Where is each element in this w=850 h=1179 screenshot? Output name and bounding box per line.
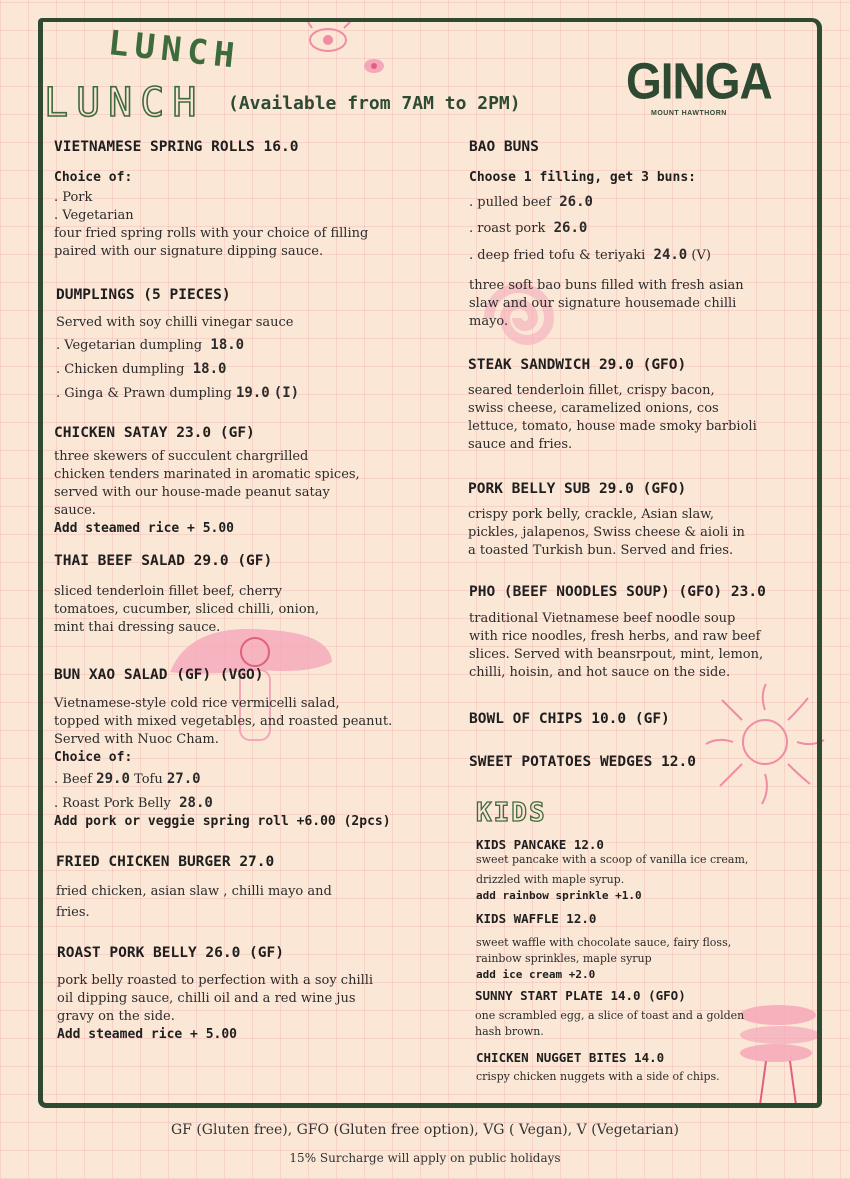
sunny-start-desc: hash brown. xyxy=(475,1025,544,1038)
thai-beef-desc: mint thai dressing sauce. xyxy=(54,620,221,635)
bao-item: . deep fried tofu & teriyaki 24.0 (V) xyxy=(469,247,711,263)
pork-sub-desc: a toasted Turkish bun. Served and fries. xyxy=(468,543,734,558)
bao-buns-section xyxy=(469,139,744,331)
dumpling-item: . Chicken dumpling 18.0 xyxy=(56,361,227,377)
lunch-outline-title: LUNCH xyxy=(44,80,205,126)
bao-choose: Choose 1 filling, get 3 buns: xyxy=(469,170,696,185)
spring-rolls-choice: Choice of: xyxy=(54,170,133,185)
bao-item: . roast pork 26.0 xyxy=(469,220,588,236)
bun-xao-option: . Roast Pork Belly 28.0 xyxy=(54,795,213,811)
kids-title: KIDS xyxy=(476,798,547,828)
bun-xao-section xyxy=(54,667,392,831)
bao-desc: three soft bao buns filled with fresh asian xyxy=(469,278,744,293)
nugget-desc: crispy chicken nuggets with a side of chips. xyxy=(476,1070,720,1083)
kids-pancake-section xyxy=(476,837,748,903)
dumplings-section xyxy=(56,287,299,403)
kids-waffle-addon: add ice cream +2.0 xyxy=(476,968,596,981)
spring-rolls-desc: paired with our signature dipping sauce. xyxy=(54,244,324,259)
spring-rolls-desc: four fried spring rolls with your choice of filling xyxy=(54,226,369,241)
roast-pork-title: ROAST PORK BELLY 26.0 (GF) xyxy=(57,945,284,961)
pork-sub-title: PORK BELLY SUB 29.0 (GFO) xyxy=(468,481,687,497)
chicken-satay-section xyxy=(54,425,360,538)
kids-waffle-desc: rainbow sprinkles, maple syrup xyxy=(476,952,652,965)
bun-xao-option: . Beef 29.0 Tofu 27.0 xyxy=(54,771,201,787)
spring-rolls-option: . Pork xyxy=(54,190,93,205)
pho-desc: chilli, hoisin, and hot sauce on the side. xyxy=(469,665,731,680)
logo-location: MOUNT HAWTHORN xyxy=(651,110,727,117)
bun-xao-desc: topped with mixed vegetables, and roasted peanut. xyxy=(54,714,393,729)
pork-sub-desc: crispy pork belly, crackle, Asian slaw, xyxy=(468,507,714,522)
dumplings-title: DUMPLINGS (5 PIECES) xyxy=(56,287,231,303)
roast-pork-addon: Add steamed rice + 5.00 xyxy=(57,1027,238,1042)
nugget-section xyxy=(476,1050,720,1085)
dumplings-desc: Served with soy chilli vinegar sauce xyxy=(56,315,294,330)
surcharge-note: 15% Surcharge will apply on public holidays xyxy=(289,1151,561,1165)
chicken-burger-title: FRIED CHICKEN BURGER 27.0 xyxy=(56,854,275,870)
roast-pork-desc: oil dipping sauce, chilli oil and a red wine jus xyxy=(57,991,356,1006)
bao-buns-title: BAO BUNS xyxy=(469,139,539,155)
availability-text: (Available from 7AM to 2PM) xyxy=(228,93,521,114)
chicken-burger-desc: fries. xyxy=(56,905,90,920)
sunny-start-title: SUNNY START PLATE 14.0 (GFO) xyxy=(475,988,686,1003)
pho-desc: slices. Served with beansrpout, mint, lemon, xyxy=(469,647,764,662)
satay-desc: three skewers of succulent chargrilled xyxy=(54,449,309,464)
thai-beef-desc: sliced tenderloin fillet beef, cherry xyxy=(54,584,283,599)
chips-title: BOWL OF CHIPS 10.0 (GF) xyxy=(469,711,670,727)
kids-pancake-desc: sweet pancake with a scoop of vanilla ice cream, xyxy=(476,853,749,866)
spring-rolls-option: . Vegetarian xyxy=(54,208,134,223)
bao-desc: mayo. xyxy=(469,314,509,329)
dumpling-item: . Vegetarian dumpling 18.0 xyxy=(56,337,245,353)
steak-desc: sauce and fries. xyxy=(468,437,573,452)
ginga-logo: GINGA xyxy=(626,52,772,110)
thai-beef-title: THAI BEEF SALAD 29.0 (GF) xyxy=(54,553,273,569)
steak-sandwich-title: STEAK SANDWICH 29.0 (GFO) xyxy=(468,357,687,373)
bun-xao-choice: Choice of: xyxy=(54,750,133,765)
thai-beef-salad-section xyxy=(54,553,319,637)
kids-waffle-desc: sweet waffle with chocolate sauce, fairy floss, xyxy=(476,936,732,949)
pho-section xyxy=(469,584,766,682)
lunch-handwritten-title: LUNCH xyxy=(106,23,243,77)
pho-desc: with rice noodles, fresh herbs, and raw beef xyxy=(469,629,761,644)
dietary-legend: GF (Gluten free), GFO (Gluten free option), VG ( Vegan), V (Vegetarian) xyxy=(170,1122,679,1138)
satay-desc: sauce. xyxy=(54,503,96,518)
steak-sandwich-section xyxy=(468,357,757,454)
thai-beef-desc: tomatoes, cucumber, sliced chilli, onion, xyxy=(54,602,320,617)
sunny-start-desc: one scrambled egg, a slice of toast and a golden xyxy=(475,1009,745,1022)
satay-addon: Add steamed rice + 5.00 xyxy=(54,521,235,536)
kids-pancake-desc: drizzled with maple syrup. xyxy=(476,873,625,886)
pork-sub-desc: pickles, jalapenos, Swiss cheese & aioli in xyxy=(468,525,745,540)
steak-desc: seared tenderloin fillet, crispy bacon, xyxy=(468,383,715,398)
bao-item: . pulled beef 26.0 xyxy=(469,194,593,210)
spring-rolls-section xyxy=(54,139,368,261)
satay-desc: chicken tenders marinated in aromatic spices, xyxy=(54,467,360,482)
bao-desc: slaw and our signature housemade chilli xyxy=(469,296,737,311)
nugget-title: CHICKEN NUGGET BITES 14.0 xyxy=(476,1050,665,1065)
bun-xao-desc: Vietnamese-style cold rice vermicelli salad, xyxy=(54,696,340,711)
roast-pork-desc: pork belly roasted to perfection with a soy chilli xyxy=(57,973,374,988)
kids-pancake-addon: add rainbow sprinkle +1.0 xyxy=(476,889,642,902)
chicken-burger-section xyxy=(56,854,332,922)
pho-title: PHO (BEEF NOODLES SOUP) (GFO) 23.0 xyxy=(469,584,766,600)
bun-xao-title: BUN XAO SALAD (GF) (VGO) xyxy=(54,667,264,683)
pork-belly-sub-section xyxy=(468,481,745,560)
steak-desc: lettuce, tomato, house made smoky barbioli xyxy=(468,419,757,434)
bun-xao-addon: Add pork or veggie spring roll +6.00 (2pcs) xyxy=(54,814,391,829)
chicken-satay-title: CHICKEN SATAY 23.0 (GF) xyxy=(54,425,255,441)
roast-pork-section xyxy=(57,945,373,1044)
pho-desc: traditional Vietnamese beef noodle soup xyxy=(469,611,736,626)
kids-waffle-title: KIDS WAFFLE 12.0 xyxy=(476,911,597,926)
wedges-title: SWEET POTATOES WEDGES 12.0 xyxy=(469,754,696,770)
steak-desc: swiss cheese, caramelized onions, cos xyxy=(468,401,719,416)
kids-waffle-section xyxy=(476,911,731,982)
roast-pork-desc: gravy on the side. xyxy=(57,1009,175,1024)
chicken-burger-desc: fried chicken, asian slaw , chilli mayo and xyxy=(56,884,332,899)
spring-rolls-title: VIETNAMESE SPRING ROLLS 16.0 xyxy=(54,139,299,155)
sunny-start-section xyxy=(475,988,744,1040)
bun-xao-desc: Served with Nuoc Cham. xyxy=(54,732,219,747)
kids-pancake-title: KIDS PANCAKE 12.0 xyxy=(476,837,604,852)
satay-desc: served with our house-made peanut satay xyxy=(54,485,330,500)
dumpling-item: . Ginga & Prawn dumpling 19.0 (I) xyxy=(56,385,300,401)
